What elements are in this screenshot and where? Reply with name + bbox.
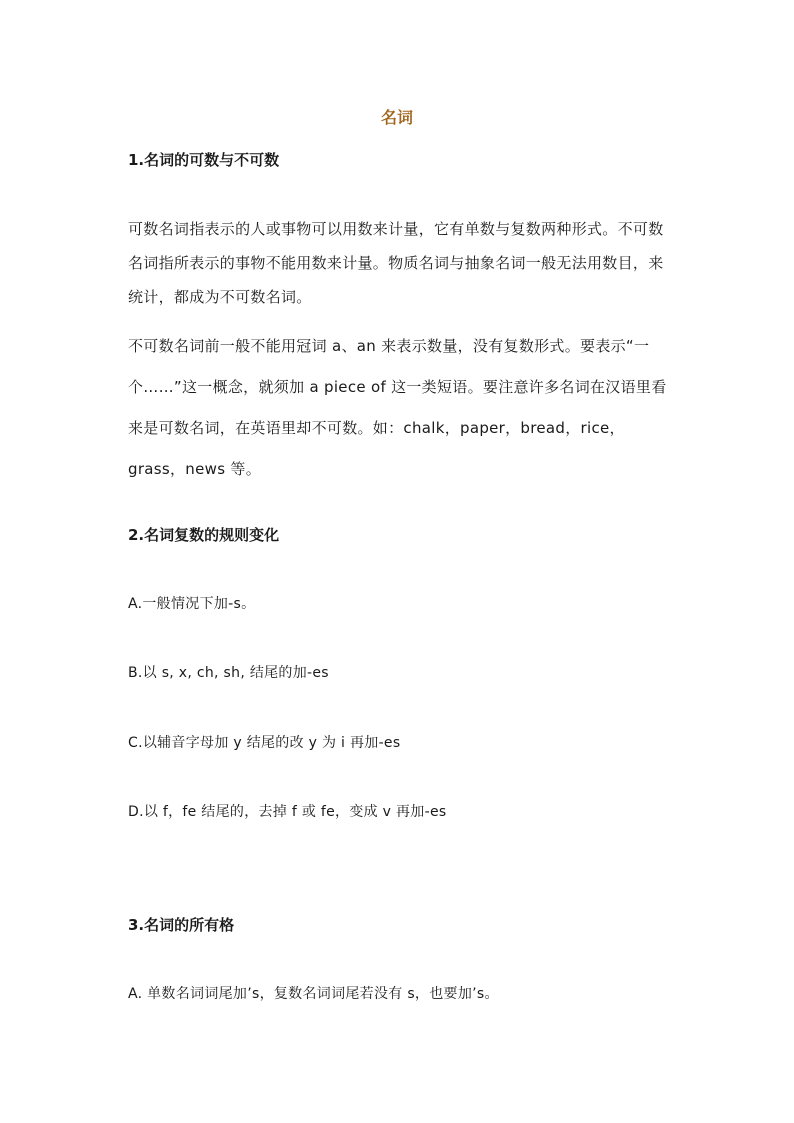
plural-rule-c: C.以辅音字母加 y 结尾的改 y 为 i 再加-es [128, 735, 401, 751]
section-1-heading: 1.名词的可数与不可数 [128, 151, 280, 169]
section-1-paragraph-2: 不可数名词前一般不能用冠词 a、an 来表示数量，没有复数形式。要表示“一个……”这一概念，就须加 a piece of 这一类短语。要注意许多名词在汉语里看来是可数名词，在英语里却不可数。如：chalk，paper，bread，rice，grass，news 等。 [128, 337, 667, 478]
section-3-heading: 3.名词的所有格 [128, 916, 235, 934]
plural-rule-a: A.一般情况下加-s。 [128, 596, 256, 612]
section-2-heading: 2.名词复数的规则变化 [128, 526, 280, 544]
plural-rule-d: D.以 f，fe 结尾的，去掉 f 或 fe，变成 v 再加-es [128, 804, 447, 820]
section-1-paragraph-1: 可数名词指表示的人或事物可以用数来计量，它有单数与复数两种形式。不可数名词指所表示的事物不能用数来计量。物质名词与抽象名词一般无法用数目，来统计，都成为不可数名词。 [128, 220, 664, 306]
possessive-rule-a: A. 单数名词词尾加’s，复数名词词尾若没有 s，也要加’s。 [128, 986, 499, 1002]
document-title: 名词 [380, 108, 413, 127]
plural-rule-b: B.以 s, x, ch, sh, 结尾的加-es [128, 665, 329, 681]
